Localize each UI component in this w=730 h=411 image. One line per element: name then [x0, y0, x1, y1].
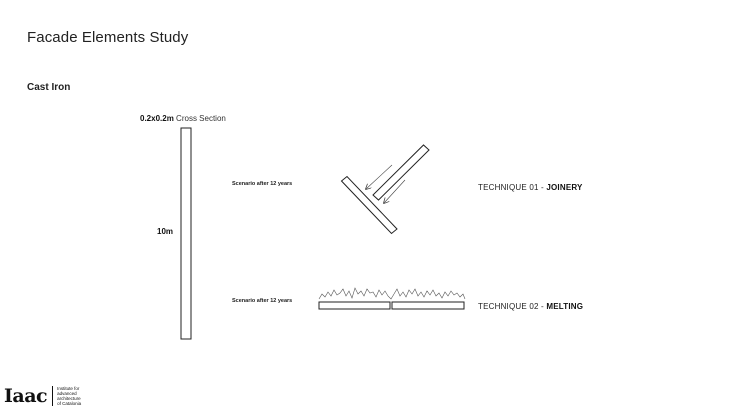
height-label: 10m — [157, 227, 174, 236]
joinery-upper-piece — [373, 145, 429, 200]
cross-section-text: Cross Section — [176, 114, 226, 123]
logo-divider — [52, 386, 53, 406]
section-subtitle: Cast Iron — [27, 82, 71, 93]
technique-melting-name: MELTING — [546, 302, 584, 311]
logo-mark: Iaac — [4, 384, 48, 407]
logo-institution-text: Institute for advanced architecture of Catalonia — [57, 386, 82, 406]
cross-section-dimension: 0.2x0.2m — [140, 114, 174, 123]
melting-bar-left — [319, 302, 390, 309]
technique-melting-prefix: TECHNIQUE 02 - — [478, 302, 547, 311]
melting-residue-line — [319, 288, 465, 299]
scenario-label-melting: Scenario after 12 years — [232, 298, 293, 304]
scenario-label-joinery: Scenario after 12 years — [232, 181, 293, 187]
technique-joinery-prefix: TECHNIQUE 01 - — [478, 183, 547, 192]
slide-title: Facade Elements Study — [27, 29, 189, 46]
technique-joinery-name: JOINERY — [546, 183, 583, 192]
iaac-logo — [4, 384, 81, 408]
joinery-diagram — [342, 145, 430, 234]
melting-bar-right — [392, 302, 464, 309]
melting-diagram — [319, 288, 465, 309]
column-element — [181, 128, 191, 339]
